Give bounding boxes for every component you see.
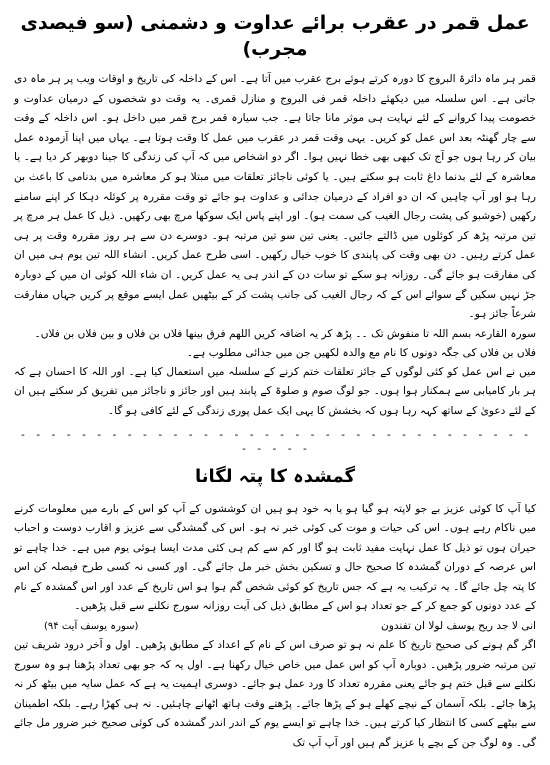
- section2-paragraph1: کیا آپ کا کوئی عزیز بے جو لاپتہ ہو گیا ہو یا بہ خود ہو ہیں ان کوششوں کے آپ کو اس کے بارے میں معلومات کرنے میں ناکام رہے ہوں۔ اس کی حیات و موت کی کوئی خبر نہ ہو۔ اس کی گمشدگی سے عزیز و اقارب دوست و احباب حیران ہوں تو ذیل کا عمل نہایت مفید ثابت ہو گا اور کم سے کم ہی کئی مدت ایسا ہوئی یوم میں ہے۔ خدا چاہے تو اس عرصہ کے دوران گمشدہ کا صحیح حال و تسکین بخش خبر مل جائے گی۔ اور کسی نہ کسی طرح فیصلہ کن اس کا پتہ چل جائے گا۔ یہ ترکیب یہ ہے کہ جس تاریخ کو کوئی شخص گم ہوا ہو اس تاریخ کے عدد اور اس گمشدہ کے نام کے عدد دونوں کو جمع کر کے جو تعداد ہو اس کے مطابق ذیل کی آیت روزانہ سورج نکلنے سے قبل پڑھیں۔: [14, 502, 536, 613]
- quran-verse-reference: (سورہ یوسف آیت ۹۴): [44, 621, 139, 633]
- section1-paragraph1: قمر ہر ماہ دائرۃ البروج کا دورہ کرتے ہوئے برج عقرب میں آتا ہے۔ اس کے داخلہ کی تاریخ و اوقات ویب پر ہر ماہ دی جاتی ہے۔ اس سلسلہ میں دیکھئے داخلہ قمر فی البروج و منازل قمری۔ یہ وقت دو شخصوں کے درمیان عداوت و خصومت پیدا کروانے کے لئے نہایت ہی موثر مانا جاتا ہے۔ جب سیارہ قمر برج قمر میں داخل ہو۔ اس داخلہ کے وقت سے چار گھنٹہ بعد اس عمل کو کریں۔ یہی وقت قمر در عقرب میں عمل کا وقت ہوتا ہے۔ یہاں میں اپنا آزمودہ عمل بیان کر رہا ہوں جو آج تک کبھی بھی خطا نہیں ہوا۔ اگر دو اشخاص میں کہ آپ کی زندگی کا جینا دوبھر کر دیا ہے۔ یا معاشرہ کے لئے بدنما داغ ثابت ہو سکتے ہیں۔ یا کوئی ناجائز تعلقات میں مبتلا ہو کر معاشرہ میں بدنامی کا باعث بن رہا ہو اور آپ چاہیں کہ ان دو افراد کے درمیان جدائی و عداوت ہو جائے تو وقت مقررہ پر کوئلہ دہکا کر اپنے سامنے رکھیں (خوشبو کی پشت رجال الغیب کی سمت ہو)۔ اور اپنے پاس ایک سوکھا مرچ بھی رکھیں۔ ذیل کا عمل ہر مرچ پر تین مرتبہ پڑھ کر کوئلوں میں ڈالتے جائیں۔ یعنی تین سو تین مرتبہ ہو۔ دوسرے دن سے ہر روز مقررہ وقت پر ہی عمل کرتے رہیں۔ دن بھی وقت کی پابندی کا خوب خیال رکھیں۔ اسی طرح عمل کریں۔ انشاء اللہ تین یوم ہی میں ان کی مفارقت ہو جائے گی۔ روزانہ ہو سکے تو سات دن کے اندر ہی یہ عمل کریں۔ ان شاء اللہ کوئی ان میں کے دوبارہ جڑ نہیں سکیں گے سوائے اس کے کہ رجال الغیب کی جانب پشت کر کے بیٹھیں عمل ایسے موقع پر کریں جہاں مفارقت شرعاً جائز ہو۔: [14, 73, 536, 321]
- section-divider: - - - - - - - - - - - - - - - - - - - - - - - - - - - - - - - - - - - - - - -: [19, 427, 531, 455]
- section2-title: گمشدہ کا پتہ لگانا: [195, 465, 355, 487]
- quran-verse-text: انی لا جد ریح یوسف لولا ان تفندون: [380, 620, 536, 633]
- section1-paragraph3: میں نے اس عمل کو کئی لوگوں کے جائز تعلقات ختم کرنے کے سلسلہ میں استعمال کیا ہے۔ اور اللہ کا احسان ہے کہ ہر بار کامیابی سے ہمکنار ہوا ہوں۔ جو لوگ صوم و صلوۃ کے پابند ہیں اور جائز و ناجائز میں تفریق کر سکتے ہیں ان کے لئے دعویٰ کے ساتھ کہہ رہا ہوں کہ بخشش کا یہی ایک عمل پوری زندگی کے لئے کافی ہو گا۔: [14, 365, 536, 417]
- section1-verse-line: سورہ القارعہ بسم اللہ تا منفوش تک ۔۔ پڑھ کر یہ اضافہ کریں اللھم فرق بینھا فلاں بن فلاں و بین فلاں بن فلاں۔: [34, 327, 536, 340]
- section1-paragraph2: فلاں بن فلاں کی جگہ دونوں کا نام مع والدہ لکھیں جن میں جدائی مطلوب ہے۔: [186, 346, 536, 359]
- quran-verse-row: [14, 617, 536, 636]
- section1-title: عمل قمر در عقرب برائے عداوت و دشمنی (سو فیصدی مجرب): [20, 12, 530, 60]
- section2-paragraph2: اگر گم ہونے کی صحیح تاریخ کا علم نہ ہو تو صرف اس کے نام کے اعداد کے مطابق پڑھیں۔ اول و آخر درود شریف تین تین مرتبہ ضرور پڑھیں۔ دوبارہ آپ کو اس عمل میں خاص خیال رکھنا ہے۔ اول یہ کہ جو بھی تعداد پڑھنا ہو وہ سورج نکلنے سے قبل ختم ہو جائے یعنی مقررہ تعداد کا ورد عمل ہو جائے۔ دوسری اہمیت یہ ہے کہ عمل سایہ میں بیٹھ کر نہ پڑھا جائے۔ بلکہ آسمان کے نیچے کھلے ہو کے پڑھا جائے۔ پڑھتے وقت ہاتھ اٹھانے چاہئیں۔ نہ ہی کھڑا رہے۔ بلکہ اطمینان سے بیٹھے کسی کا انتظار کیا کرتے ہیں۔ خدا چاہے تو ایسے یوم کے اندر اندر گمشدہ کی کوئی صحیح خبر ضرور مل جائے گی۔ وہ لوگ جن کے بچے یا عزیز گم ہیں اور آپ آپ تک: [14, 639, 536, 750]
